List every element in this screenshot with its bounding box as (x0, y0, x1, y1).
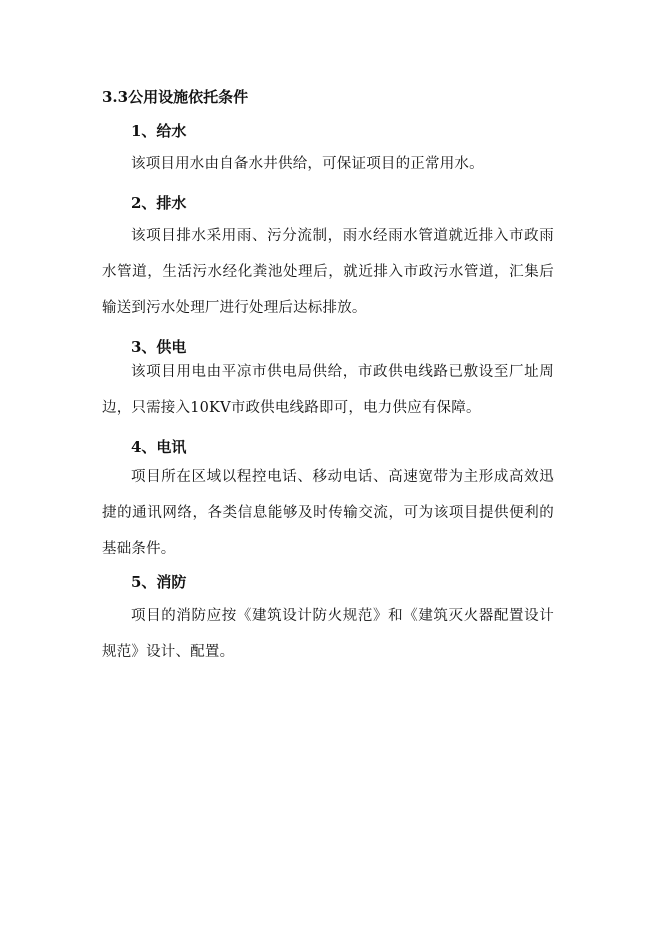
heading-power-supply: 3、供电 (131, 338, 187, 356)
paragraph-drainage: 该项目排水采用雨、污分流制，雨水经雨水管道就近排入市政雨水管道，生活污水经化粪池处理后，就近排入市政污水管道，汇集后输送到污水处理厂进行处理后达标排放。 (102, 228, 554, 316)
paragraph-power-supply: 该项目用电由平凉市供电局供给，市政供电线路已敷设至厂址周边，只需接入10KV市政供电线路即可，电力供应有保障。 (102, 364, 554, 416)
paragraph-telecom: 项目所在区域以程控电话、移动电话、高速宽带为主形成高效迅捷的通讯网络，各类信息能够及时传输交流，可为该项目提供便利的基础条件。 (102, 469, 554, 557)
heading-drainage: 2、排水 (131, 194, 187, 212)
paragraph-water-supply: 该项目用水由自备水井供给，可保证项目的正常用水。 (131, 156, 484, 172)
paragraph-fire-protection: 项目的消防应按《建筑设计防火规范》和《建筑灭火器配置设计规范》设计、配置。 (102, 608, 554, 660)
heading-fire-protection: 5、消防 (131, 573, 187, 591)
heading-telecom: 4、电讯 (131, 438, 187, 456)
section-title: 3.3公用设施依托条件 (102, 88, 249, 106)
heading-water-supply: 1、给水 (131, 122, 187, 140)
